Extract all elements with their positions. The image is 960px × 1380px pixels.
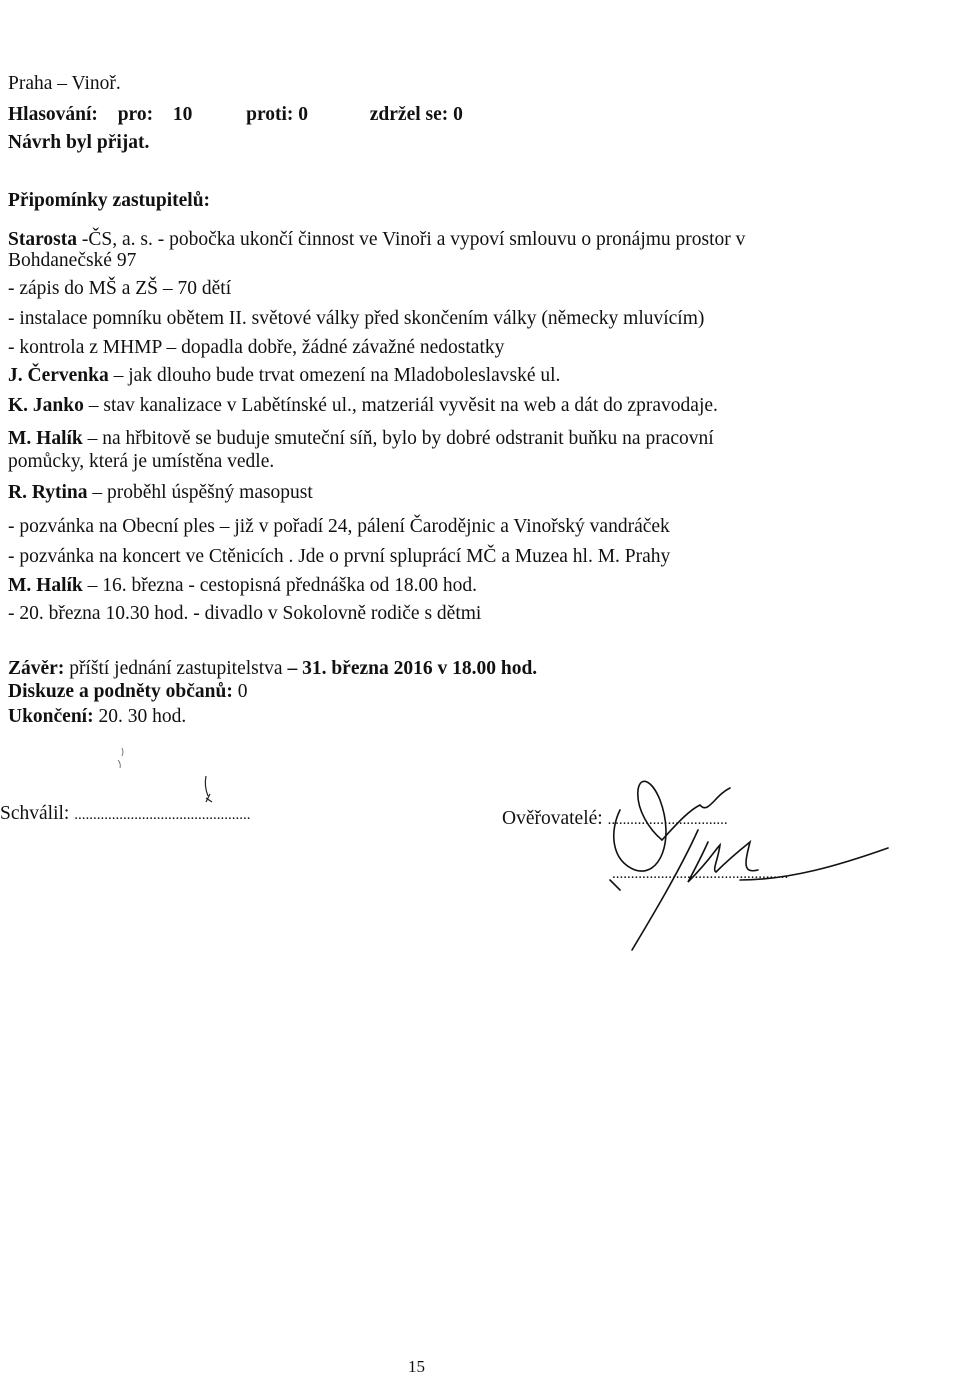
page-number: 15 <box>408 1357 425 1376</box>
conclusion-ukonceni: Ukončení: 20. 30 hod. <box>8 706 187 727</box>
approved-by: Schválil: ............................................... <box>0 803 251 824</box>
remark-starosta: Starosta -ČS, a. s. - pobočka ukončí činnost ve Vinoři a vypoví smlouvu o pronájmu prostor v <box>8 229 746 250</box>
remark-line-9: pomůcky, která je umístěna vedle. <box>8 451 275 472</box>
remark-rytina: R. Rytina – proběhl úspěšný masopust <box>8 482 313 503</box>
remark-line-12: - pozvánka na koncert ve Ctěnicích . Jde o první spluprácí MČ a Muzea hl. M. Prahy <box>8 546 671 567</box>
remark-line-4: - instalace pomníku obětem II. světové války před skončením války (německy mluvícím) <box>8 308 705 329</box>
remark-line-5: - kontrola z MHMP – dopadla dobře, žádné závažné nedostatky <box>8 337 505 358</box>
conclusion-zaver: Závěr: příští jednání zastupitelstva – 31. března 2016 v 18.00 hod. <box>8 658 538 679</box>
remark-line-14: - 20. března 10.30 hod. - divadlo v Sokolovně rodiče s dětmi <box>8 603 482 624</box>
remark-halik: M. Halík – na hřbitově se buduje smuteční síň, bylo by dobré odstranit buňku na pracovní <box>8 428 714 449</box>
remark-janko: K. Janko – stav kanalizace v Labětínské ul., matzeriál vyvěsit na web a dát do zpravodaje. <box>8 395 718 416</box>
vote-result: Návrh byl přijat. <box>8 132 150 153</box>
header-place: Praha – Vinoř. <box>8 73 121 94</box>
remark-line-11: - pozvánka na Obecní ples – již v pořadí 24, pálení Čarodějnic a Vinořský vandráček <box>8 516 670 537</box>
stray-pen-marks <box>110 740 230 820</box>
handwritten-signature <box>590 770 890 960</box>
verifiers: Ověřovatelé: ................................ <box>502 808 728 829</box>
remark-line-2: Bohdanečské 97 <box>8 250 137 271</box>
remark-cervenka: J. Červenka – jak dlouho bude trvat omezení na Mladoboleslavské ul. <box>8 365 561 386</box>
conclusion-diskuze: Diskuze a podněty občanů: 0 <box>8 681 248 702</box>
remark-halik-2: M. Halík – 16. března - cestopisná přednáška od 18.00 hod. <box>8 575 477 596</box>
verifiers-second-line: ............................................... <box>612 866 789 882</box>
remark-line-3: - zápis do MŠ a ZŠ – 70 dětí <box>8 278 232 299</box>
section-title: Připomínky zastupitelů: <box>8 190 211 211</box>
vote-line: Hlasování: pro: 10 proti: 0 zdržel se: 0 <box>8 104 463 125</box>
